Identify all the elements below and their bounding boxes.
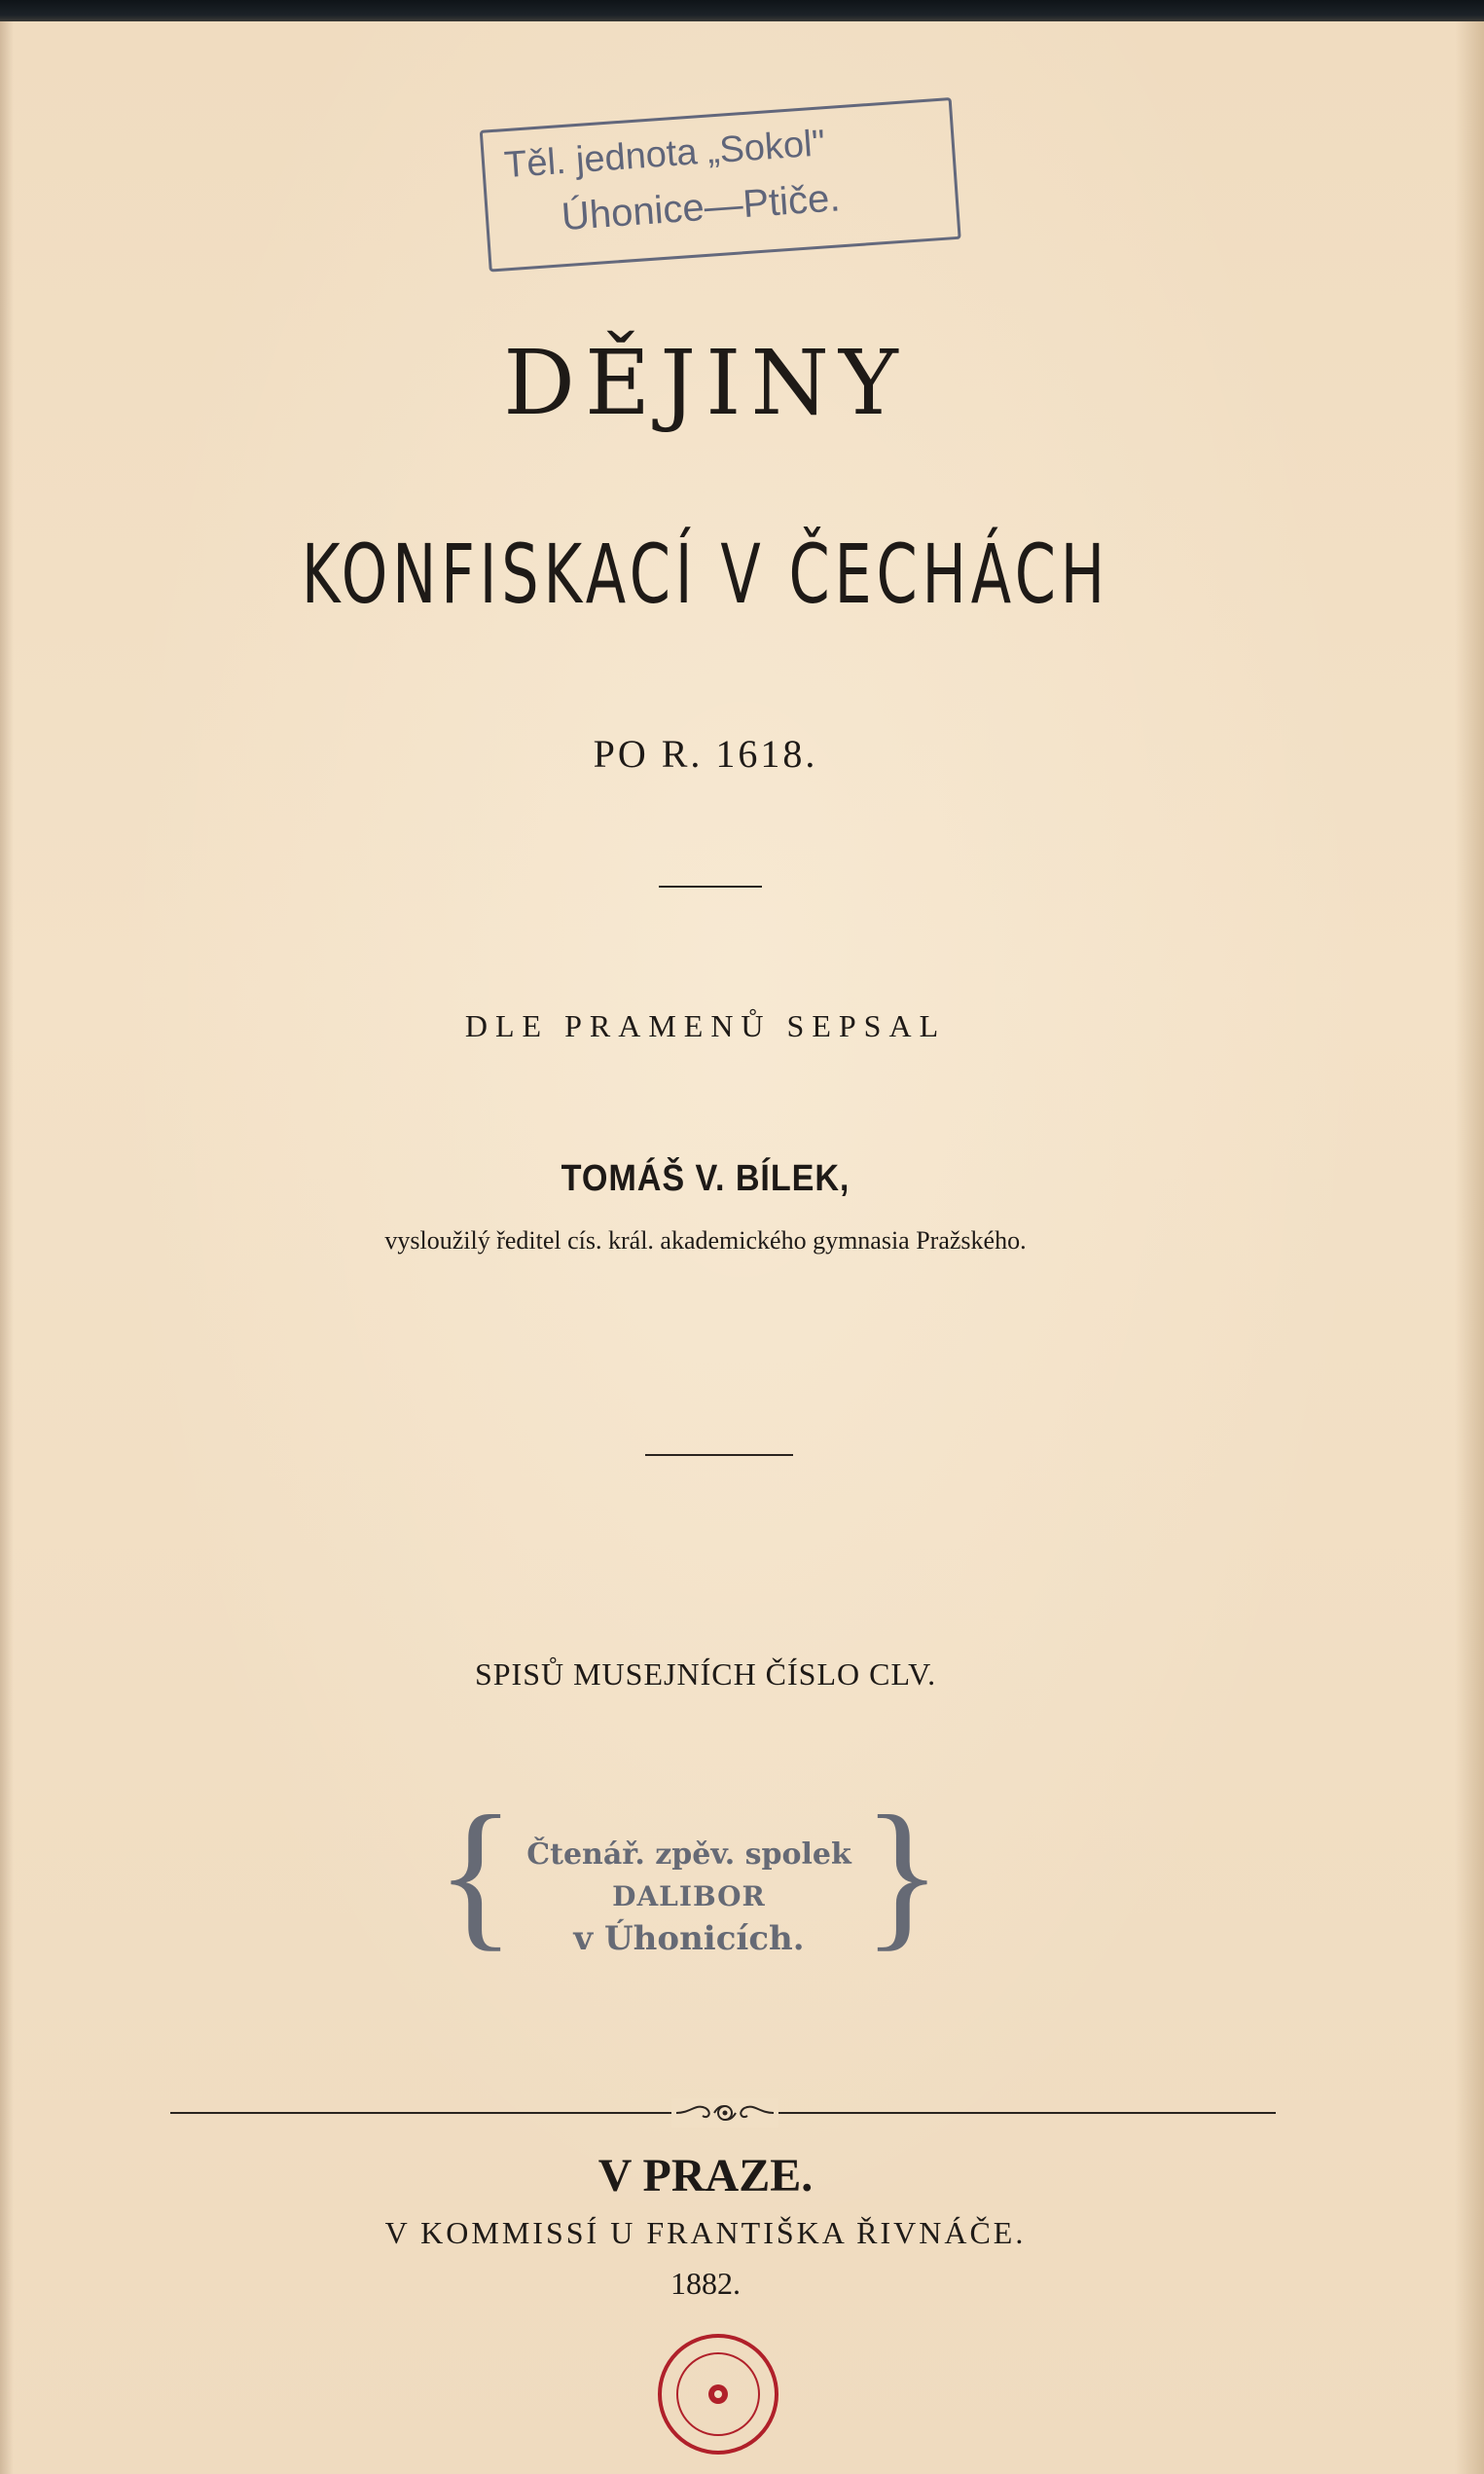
author-description: vysloužilý ředitel cís. král. akademického gymnasia Pražského. — [384, 1226, 1027, 1255]
subtitle: DLE PRAMENŮ SEPSAL — [464, 1008, 947, 1043]
stamp-dalibor-line1: Čtenář. zpěv. spolek — [526, 1837, 851, 1872]
imprint-publisher: V KOMMISSÍ U FRANTIŠKA ŘIVNÁČE. — [384, 2215, 1027, 2250]
title-line2: KONFISKACÍ V ČECHÁCH — [301, 527, 1110, 622]
imprint-year: 1882. — [670, 2266, 741, 2301]
divider-rule-top — [659, 886, 762, 888]
page-right-edge — [1455, 21, 1484, 2474]
author-name: TOMÁŠ V. BÍLEK, — [561, 1158, 851, 1199]
ownership-stamp-sokol — [480, 97, 961, 273]
stamp-sokol-line2: Úhonice—Ptiče. — [560, 176, 842, 239]
stamp-sokol-line1: Těl. jednota „Sokol" — [502, 123, 827, 187]
title-line3: PO R. 1618. — [593, 732, 818, 776]
stamp-dalibor-line2: DALIBOR — [612, 1880, 766, 1912]
title-line1: DĚJINY — [503, 331, 908, 435]
left-brace-icon: { — [436, 1782, 516, 1965]
ownership-stamp-dalibor — [436, 1782, 942, 1965]
stamp-dalibor-line3: v Úhonicích. — [573, 1919, 805, 1958]
divider-rule-middle — [645, 1454, 793, 1456]
gallery-seal-icon — [655, 2331, 781, 2457]
ornament-icon — [671, 2098, 778, 2128]
right-brace-icon: } — [862, 1782, 942, 1965]
book-binding-edge — [0, 0, 1484, 21]
series-note: SPISŮ MUSEJNÍCH ČÍSLO CLV. — [474, 1656, 937, 1692]
imprint-place: V PRAZE. — [597, 2150, 814, 2201]
